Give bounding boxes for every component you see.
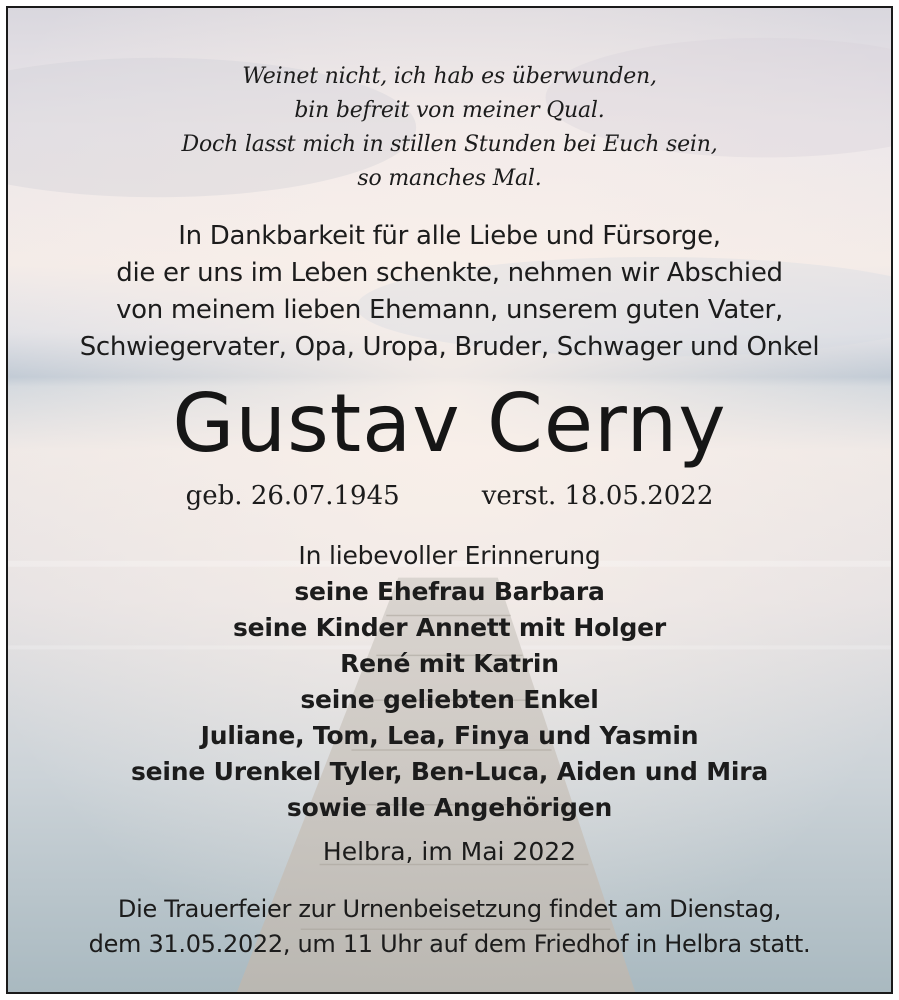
mourner-line: Juliane, Tom, Lea, Finya und Yasmin <box>200 721 699 750</box>
poem-line: Doch lasst mich in stillen Stunden bei Euch sein, <box>181 132 718 157</box>
mourner-line: seine Kinder Annett mit Holger <box>232 613 667 642</box>
poem-line: Weinet nicht, ich hab es überwunden, <box>242 64 657 89</box>
intro-line: die er uns im Leben schenkte, nehmen wir Abschied <box>116 258 783 288</box>
mourner-line: René mit Katrin <box>340 649 559 678</box>
poem <box>8 60 891 196</box>
mourner-line: seine Urenkel Tyler, Ben-Luca, Aiden und Mira <box>130 757 769 786</box>
mourner-line: seine geliebten Enkel <box>300 685 599 714</box>
mourner-line: seine Ehefrau Barbara <box>294 577 605 606</box>
intro-text <box>8 218 891 366</box>
obituary-notice <box>6 6 893 994</box>
ceremony-line: dem 31.05.2022, um 11 Uhr auf dem Friedhof in Helbra statt. <box>88 930 811 958</box>
life-dates <box>8 478 891 514</box>
intro-line: In Dankbarkeit für alle Liebe und Fürsorge, <box>178 221 721 251</box>
memory-heading: In liebevoller Erinnerung <box>298 541 601 570</box>
birth-date: geb. 26.07.1945 <box>185 481 400 511</box>
death-date: verst. 18.05.2022 <box>481 481 714 511</box>
poem-line: bin befreit von meiner Qual. <box>294 98 605 123</box>
intro-line: Schwiegervater, Opa, Uropa, Bruder, Schwager und Onkel <box>79 332 820 362</box>
mourners-list <box>8 538 891 826</box>
place-and-date: Helbra, im Mai 2022 <box>322 837 577 866</box>
ceremony-line: Die Trauerfeier zur Urnenbeisetzung findet am Dienstag, <box>117 895 782 923</box>
deceased-name: Gustav Cerny <box>172 377 727 470</box>
poem-line: so manches Mal. <box>357 166 542 191</box>
notice-text <box>8 8 891 992</box>
funeral-announcement <box>8 892 891 962</box>
intro-line: von meinem lieben Ehemann, unserem guten Vater, <box>116 295 783 325</box>
mourner-line: sowie alle Angehörigen <box>286 793 613 822</box>
